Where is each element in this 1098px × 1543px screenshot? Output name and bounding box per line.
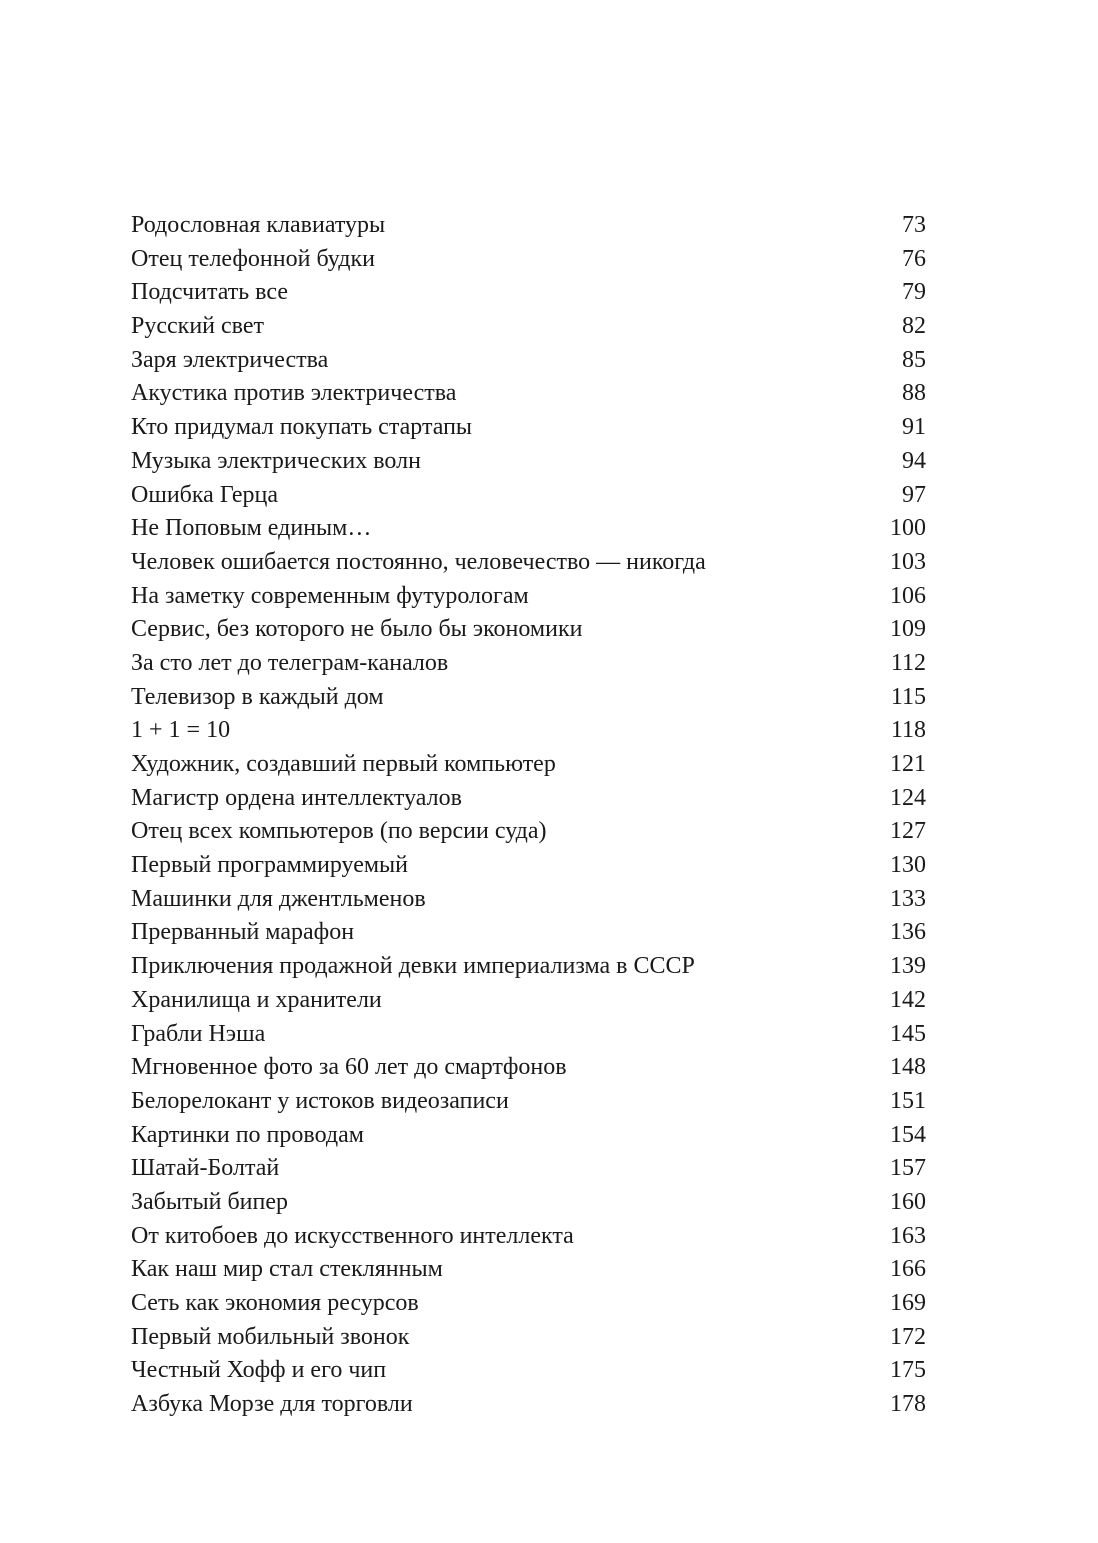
toc-entry-page: 139 (890, 953, 926, 980)
toc-entry (131, 950, 926, 984)
toc-entry-page: 133 (890, 885, 926, 912)
toc-entry (131, 849, 926, 883)
toc-entry-title: Честный Хофф и его чип (131, 1357, 387, 1384)
toc-entry-page: 109 (890, 616, 926, 643)
toc-entry-title: Отец всех компьютеров (по версии суда) (131, 818, 547, 845)
toc-entry-title: Приключения продажной девки империализма в СССР (131, 953, 695, 980)
toc-entry-title: Ошибка Герца (131, 481, 279, 508)
toc-entry-page: 127 (890, 818, 926, 845)
toc-entry-title: Родословная клавиатуры (131, 212, 386, 238)
toc-entry-title: Мгновенное фото за 60 лет до смартфонов (131, 1054, 567, 1081)
toc-entry-title: Хранилища и хранители (131, 986, 382, 1013)
toc-entry-title: Как наш мир стал стеклянным (131, 1256, 443, 1283)
toc-entry (131, 1085, 926, 1119)
toc-entry-title: От китобоев до искусственного интеллекта (131, 1222, 574, 1249)
toc-entry (131, 883, 926, 917)
toc-entry-page: 172 (890, 1323, 926, 1350)
toc-entry-title: Грабли Нэша (131, 1020, 266, 1047)
toc-entry-page: 175 (890, 1357, 926, 1384)
toc-entry-page: 79 (902, 279, 926, 306)
toc-entry-title: Русский свет (131, 313, 264, 340)
toc-entry (131, 984, 926, 1018)
toc-entry-title: Телевизор в каждый дом (131, 683, 384, 710)
toc-entry-page: 136 (890, 919, 926, 946)
toc-entry (131, 1018, 926, 1052)
toc-entry (131, 445, 926, 479)
toc-entry-title: Кто придумал покупать стартапы (131, 414, 473, 441)
toc-entry (131, 479, 926, 513)
toc-entry (131, 681, 926, 715)
toc-entry (131, 1186, 926, 1220)
toc-entry-page: 178 (890, 1391, 926, 1418)
toc-entry-title: За сто лет до телеграм-каналов (131, 649, 449, 676)
toc-entry-page: 115 (890, 683, 926, 710)
toc-entry-page: 85 (902, 346, 926, 373)
toc-entry-title: Художник, создавший первый компьютер (131, 751, 556, 777)
toc-entry-title: Первый мобильный звонок (131, 1323, 410, 1350)
toc-entry-title: Заря электричества (131, 346, 329, 373)
toc-entry (131, 310, 926, 344)
toc-entry-title: На заметку современным футурологам (131, 582, 529, 609)
table-of-contents (131, 209, 926, 1422)
toc-entry (131, 916, 926, 950)
toc-entry-page: 130 (890, 852, 926, 879)
toc-entry (131, 815, 926, 849)
toc-entry-page: 94 (902, 447, 926, 474)
toc-entry (131, 714, 926, 748)
toc-entry-page: 82 (902, 313, 926, 340)
toc-entry (131, 1321, 926, 1355)
toc-entry-page: 121 (890, 751, 926, 777)
toc-entry-page: 118 (890, 717, 926, 744)
toc-entry (131, 276, 926, 310)
toc-entry-title: Азбука Морзе для торговли (131, 1391, 413, 1418)
toc-entry (131, 613, 926, 647)
toc-entry (131, 1152, 926, 1186)
toc-entry (131, 1253, 926, 1287)
toc-entry (131, 512, 926, 546)
toc-entry (131, 209, 926, 243)
toc-entry-title: Сервис, без которого не было бы экономики (131, 616, 583, 643)
toc-entry (131, 1220, 926, 1254)
toc-entry (131, 1388, 926, 1422)
toc-entry-page: 169 (890, 1290, 926, 1316)
toc-entry-page: 97 (902, 481, 926, 508)
toc-entry-page: 166 (890, 1256, 926, 1283)
toc-entry-title: Первый программируемый (131, 852, 409, 879)
toc-entry (131, 647, 926, 681)
toc-entry-page: 88 (902, 380, 926, 407)
toc-entry-page: 91 (902, 414, 926, 441)
toc-entry (131, 748, 926, 782)
toc-entry-title: Акустика против электричества (131, 380, 457, 407)
toc-entry-title: Подсчитать все (131, 279, 288, 306)
toc-entry-page: 148 (890, 1054, 926, 1081)
toc-entry-page: 100 (890, 515, 926, 542)
toc-entry (131, 243, 926, 277)
toc-entry-title: Белорелокант у истоков видеозаписи (131, 1087, 509, 1114)
toc-entry-page: 154 (890, 1121, 926, 1148)
toc-entry (131, 782, 926, 816)
toc-entry-title: Картинки по проводам (131, 1121, 364, 1148)
toc-entry-page: 106 (890, 582, 926, 609)
toc-entry-title: Отец телефонной будки (131, 245, 375, 272)
toc-entry (131, 411, 926, 445)
toc-entry-title: Забытый бипер (131, 1188, 289, 1215)
toc-entry-page: 157 (890, 1155, 926, 1182)
toc-entry (131, 546, 926, 580)
toc-entry-page: 112 (890, 649, 926, 676)
toc-entry-title: Шатай-Болтай (131, 1155, 280, 1182)
toc-entry-page: 73 (902, 212, 926, 238)
toc-entry-title: Человек ошибается постоянно, человечество — никогда (131, 548, 706, 575)
toc-entry-title: Не Поповым единым… (131, 515, 372, 542)
toc-entry (131, 344, 926, 378)
toc-entry (131, 1051, 926, 1085)
toc-entry (131, 377, 926, 411)
toc-entry-page: 76 (902, 245, 926, 272)
toc-entry-title: Магистр ордена интеллектуалов (131, 784, 462, 811)
toc-entry-title: Прерванный марафон (131, 919, 355, 946)
toc-entry-title: Сеть как экономия ресурсов (131, 1290, 419, 1316)
toc-entry-page: 142 (890, 986, 926, 1013)
toc-entry-title: 1 + 1 = 10 (131, 717, 231, 744)
toc-entry (131, 1354, 926, 1388)
toc-entry-title: Машинки для джентльменов (131, 885, 426, 912)
toc-entry-page: 160 (890, 1188, 926, 1215)
toc-entry-title: Музыка электрических волн (131, 447, 421, 474)
toc-entry (131, 580, 926, 614)
toc-entry-page: 103 (890, 548, 926, 575)
toc-entry (131, 1119, 926, 1153)
toc-entry-page: 151 (890, 1087, 926, 1114)
toc-entry-page: 163 (890, 1222, 926, 1249)
toc-entry (131, 1287, 926, 1321)
toc-entry-page: 124 (890, 784, 926, 811)
toc-entry-page: 145 (890, 1020, 926, 1047)
